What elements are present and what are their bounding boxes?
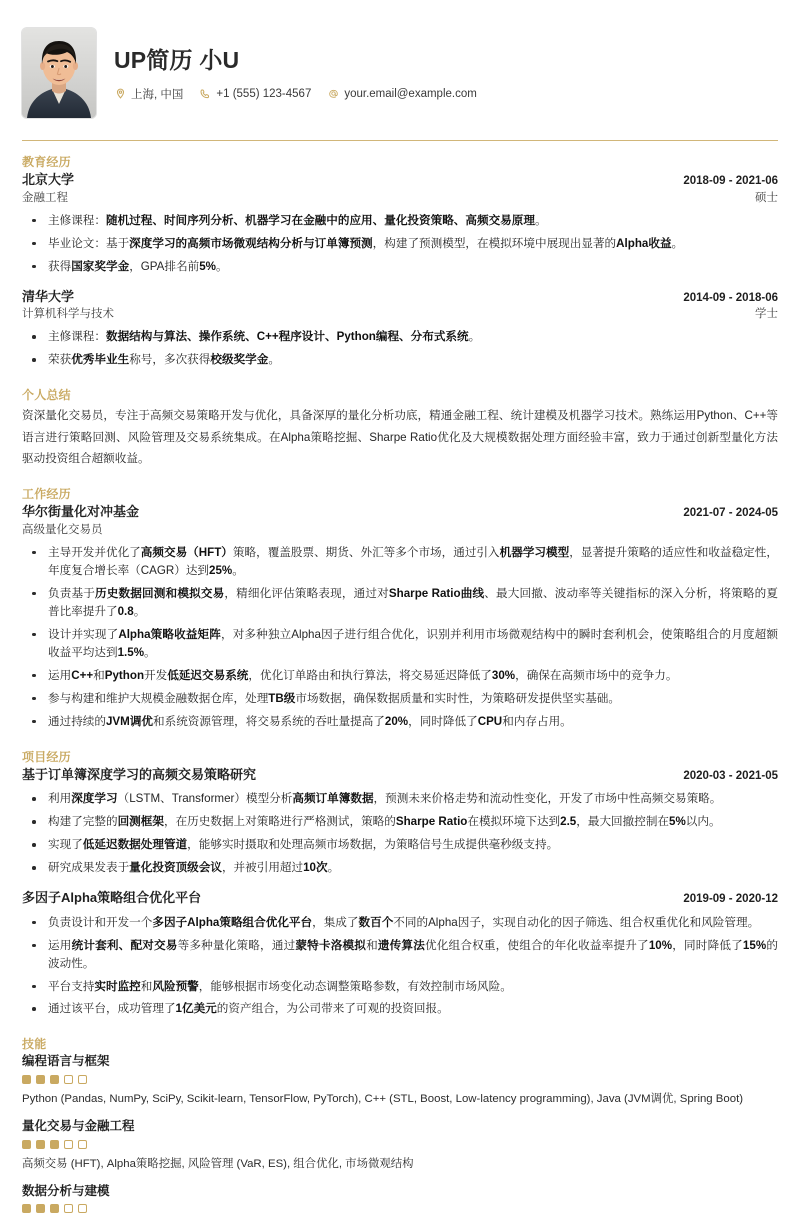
list-item: 负责设计和开发一个多因子Alpha策略组合优化平台，集成了数百个不同的Alpha因子，实现自动化的因子筛选、组合权重优化和风险管理。 [22,914,778,932]
education-entry [22,171,778,276]
contact-location-value: 上海, 中国 [131,88,184,101]
list-item: 通过该平台，成功管理了1亿美元的资产组合，为公司带来了可观的投资回报。 [22,1000,778,1018]
education-school: 北京大学 [22,172,75,187]
section-title-summary: 个人总结 [22,388,71,403]
list-item: 运用统计套利、配对交易等多种量化策略，通过蒙特卡洛模拟和遗传算法优化组合权重，使组合的年化收益率提升了10%，同时降低了15%的波动性。 [22,937,778,973]
list-item: 研究成果发表于量化投资顶级会议，并被引用超过10次。 [22,859,778,877]
skill-dot-empty [78,1204,87,1213]
project-bullets [22,790,778,877]
education-date: 2018-09 - 2021-06 [683,175,778,187]
section-title-education: 教育经历 [22,155,71,169]
skill-dot-filled [50,1204,59,1213]
project-entry [22,889,778,1018]
skills-list [22,1053,778,1213]
list-item: 通过持续的JVM调优和系统资源管理，将交易系统的吞吐量提高了20%，同时降低了CPU和内存占用。 [22,713,778,731]
page-title: UP简历 小U [114,47,240,74]
work-date: 2021-07 - 2024-05 [683,507,778,520]
skill-dot-filled [36,1204,45,1213]
skill-level-dots [22,1075,778,1084]
list-item: 运用C++和Python开发低延迟交易系统，优化订单路由和执行算法，将交易延迟降低了30%，确保在高频市场中的竞争力。 [22,667,778,685]
education-bullets [22,212,778,276]
summary-text: 资深量化交易员，专注于高频交易策略开发与优化，具备深厚的量化分析功底，精通金融工程、统计建模及机器学习技术。熟练运用Python、C++等语言进行策略回测、风险管理及交易系统集成。在Alpha策略挖掘、Sharpe Ratio优化及大规模数据处理方面经验丰富，致力于通过创新型量化方法驱动投资组合超额收益。 [22,409,778,465]
project-name: 多因子Alpha策略组合优化平台 [22,890,202,906]
section-projects [22,750,778,1019]
project-name: 基于订单簿深度学习的高频交易策略研究 [22,766,257,782]
project-bullets [22,914,778,1019]
skill-level-dots [22,1204,778,1213]
section-summary [22,388,778,469]
skill-description: Python (Pandas, NumPy, SciPy, Scikit-learn, TensorFlow, PyTorch), C++ (STL, Boost, Low-latency programming), Java (JVM调优, Spring Boot) [22,1092,744,1105]
education-date: 2014-09 - 2018-06 [683,291,778,304]
contact-email-value: your.email@example.com [344,87,477,100]
list-item: 设计并实现了Alpha策略收益矩阵，对多种独立Alpha因子进行组合优化，识别并利用市场微观结构中的瞬时套利机会，使策略组合的月度超额收益平均达到1.5%。 [22,626,778,662]
education-degree: 学士 [755,308,778,321]
list-item: 获得国家奖学金，GPA排名前5%。 [22,258,778,276]
skill-dot-filled [22,1075,31,1084]
skill-block [22,1118,778,1173]
work-company: 华尔街量化对冲基金 [22,504,140,520]
list-item: 参与构建和维护大规模金融数据仓库，处理TB级市场数据，确保数据质量和实时性，为策略研发提供坚实基础。 [22,690,778,708]
section-education [22,155,778,369]
section-title-skills: 技能 [22,1037,47,1052]
skill-block [22,1053,778,1108]
skill-name: 数据分析与建模 [22,1183,110,1198]
section-title-projects: 项目经历 [22,749,71,764]
skill-dot-empty [64,1075,73,1084]
skill-dot-empty [78,1140,87,1149]
contact-phone-value: +1 (555) 123-4567 [216,87,312,100]
identity-block [114,44,778,101]
list-item: 主修课程：随机过程、时间序列分析、机器学习在金融中的应用、量化投资策略、高频交易原理。 [22,212,778,230]
list-item: 主修课程：数据结构与算法、操作系统、C++程序设计、Python编程、分布式系统。 [22,328,778,346]
contact-email[interactable] [327,88,476,100]
skill-dot-filled [22,1140,31,1149]
education-degree: 硕士 [755,191,778,204]
header-divider [22,140,778,141]
email-at-icon [327,88,339,100]
skill-dot-filled [36,1075,45,1084]
contact-list [114,86,778,102]
skill-dot-empty [64,1140,73,1149]
skill-dot-filled [22,1204,31,1213]
skill-block [22,1183,778,1214]
work-bullets [22,544,778,731]
skill-dot-filled [50,1075,59,1084]
list-item: 利用深度学习（LSTM、Transformer）模型分析高频订单簿数据，预测未来价格走势和流动性变化，开发了市场中性高频交易策略。 [22,790,778,808]
list-item: 荣获优秀毕业生称号，多次获得校级奖学金。 [22,351,778,369]
education-major: 金融工程 [22,191,68,204]
section-work [22,487,778,730]
section-skills [22,1037,778,1213]
location-pin-icon [114,88,126,100]
contact-location[interactable] [114,86,183,102]
resume-header [22,0,778,118]
skill-dot-empty [78,1075,87,1084]
list-item: 毕业论文：基于深度学习的高频市场微观结构分析与订单簿预测，构建了预测模型，在模拟环境中展现出显著的Alpha收益。 [22,235,778,253]
skill-level-dots [22,1140,778,1149]
phone-icon [199,88,211,100]
skill-description: 高频交易 (HFT), Alpha策略挖掘, 风险管理 (VaR, ES), 组合优化, 市场微观结构 [22,1157,414,1170]
list-item: 负责基于历史数据回测和模拟交易，精细化评估策略表现，通过对Sharpe Ratio曲线、最大回撤、波动率等关键指标的深入分析，将策略的夏普比率提升了0.8。 [22,585,778,621]
skill-dot-empty [64,1204,73,1213]
education-major: 计算机科学与技术 [22,308,114,321]
education-bullets [22,328,778,369]
list-item: 平台支持实时监控和风险预警，能够根据市场变化动态调整策略参数，有效控制市场风险。 [22,978,778,996]
work-entry [22,503,778,730]
avatar [22,28,96,118]
work-role: 高级量化交易员 [22,523,103,536]
project-entry [22,766,778,877]
skill-name: 量化交易与金融工程 [22,1119,135,1134]
project-date: 2019-09 - 2020-12 [683,893,778,906]
section-title-work: 工作经历 [22,487,71,502]
education-entry [22,288,778,370]
list-item: 实现了低延迟数据处理管道，能够实时摄取和处理高频市场数据，为策略信号生成提供毫秒级支持。 [22,836,778,854]
list-item: 主导开发并优化了高频交易（HFT）策略，覆盖股票、期货、外汇等多个市场，通过引入机器学习模型，显著提升策略的适应性和收益稳定性，年度复合增长率（CAGR）达到25%。 [22,544,778,580]
education-school: 清华大学 [22,288,75,304]
portrait-photo-icon [22,28,96,118]
skill-dot-filled [36,1140,45,1149]
project-date: 2020-03 - 2021-05 [683,769,778,782]
skill-dot-filled [50,1140,59,1149]
skill-name: 编程语言与框架 [22,1054,110,1069]
list-item: 构建了完整的回测框架，在历史数据上对策略进行严格测试，策略的Sharpe Ratio在模拟环境下达到2.5，最大回撤控制在5%以内。 [22,813,778,831]
contact-phone[interactable] [199,88,311,100]
